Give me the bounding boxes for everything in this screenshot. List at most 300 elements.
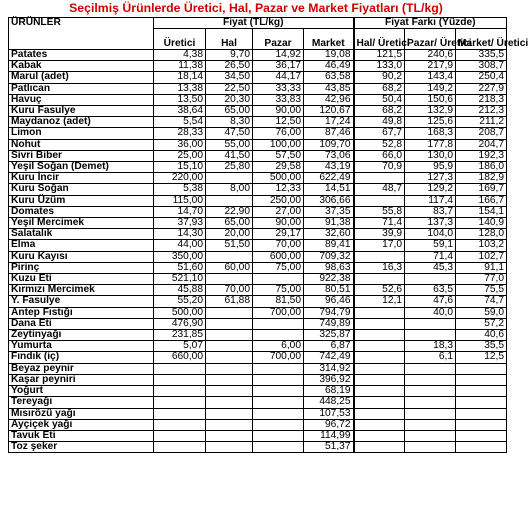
product-name: Maydanoz (adet) bbox=[9, 117, 154, 128]
price-cell bbox=[206, 352, 253, 363]
price-cell: 14,51 bbox=[304, 184, 354, 195]
price-cell: 250,00 bbox=[253, 195, 304, 206]
price-cell: 622,49 bbox=[304, 173, 354, 184]
price-cell: 154,1 bbox=[456, 206, 507, 217]
price-cell: 43,19 bbox=[304, 162, 354, 173]
price-cell: 4,38 bbox=[154, 50, 206, 61]
price-cell bbox=[354, 419, 405, 430]
price-cell bbox=[206, 408, 253, 419]
price-cell: 169,7 bbox=[456, 184, 507, 195]
price-cell bbox=[354, 386, 405, 397]
price-cell: 128,0 bbox=[456, 229, 507, 240]
price-cell: 100,00 bbox=[253, 139, 304, 150]
price-cell: 90,00 bbox=[253, 218, 304, 229]
product-name: Dana Eti bbox=[9, 318, 154, 329]
price-cell: 34,50 bbox=[206, 72, 253, 83]
product-name: Havuç bbox=[9, 94, 154, 105]
price-cell: 52,8 bbox=[354, 139, 405, 150]
price-cell bbox=[354, 430, 405, 441]
price-cell: 12,50 bbox=[253, 117, 304, 128]
price-cell: 240,6 bbox=[405, 50, 456, 61]
product-name: Kabak bbox=[9, 61, 154, 72]
price-cell: 96,46 bbox=[304, 296, 354, 307]
product-name: Beyaz peynir bbox=[9, 363, 154, 374]
price-cell: 36,00 bbox=[154, 139, 206, 150]
price-cell bbox=[354, 352, 405, 363]
price-cell bbox=[354, 251, 405, 262]
product-name: Zeytinyağı bbox=[9, 330, 154, 341]
price-cell: 600,00 bbox=[253, 251, 304, 262]
table-row bbox=[9, 430, 507, 441]
product-name: Limon bbox=[9, 128, 154, 139]
price-table bbox=[8, 17, 528, 453]
table-row bbox=[9, 173, 507, 184]
price-cell bbox=[154, 374, 206, 385]
price-cell: 36,17 bbox=[253, 61, 304, 72]
product-name: Y. Fasulye bbox=[9, 296, 154, 307]
price-cell: 117,4 bbox=[405, 195, 456, 206]
price-cell: 12,33 bbox=[253, 184, 304, 195]
col-wholesale-producer: Hal/ Üretici bbox=[354, 29, 405, 50]
price-cell: 448,25 bbox=[304, 397, 354, 408]
price-cell: 130,0 bbox=[405, 150, 456, 161]
product-name: Kuru Soğan bbox=[9, 184, 154, 195]
price-cell: 32,60 bbox=[304, 229, 354, 240]
price-cell: 61,88 bbox=[206, 296, 253, 307]
table-row bbox=[9, 274, 507, 285]
price-cell: 149,2 bbox=[405, 83, 456, 94]
price-cell: 700,00 bbox=[253, 307, 304, 318]
price-cell bbox=[154, 430, 206, 441]
price-cell: 70,9 bbox=[354, 162, 405, 173]
col-bazaar: Pazar bbox=[253, 29, 304, 50]
page-title: Seçilmiş Ürünlerde Üretici, Hal, Pazar ve Market Fiyatları (TL/kg) bbox=[69, 1, 443, 15]
price-cell: 125,6 bbox=[405, 117, 456, 128]
price-cell: 20,30 bbox=[206, 94, 253, 105]
product-name: Antep Fıstığı bbox=[9, 307, 154, 318]
price-cell bbox=[206, 173, 253, 184]
col-producer: Üretici bbox=[154, 29, 206, 50]
price-cell: 13,50 bbox=[154, 94, 206, 105]
table-row bbox=[9, 240, 507, 251]
table-row bbox=[9, 374, 507, 385]
price-cell bbox=[253, 363, 304, 374]
price-cell: 89,41 bbox=[304, 240, 354, 251]
table-row bbox=[9, 83, 507, 94]
price-cell bbox=[405, 274, 456, 285]
price-cell: 74,7 bbox=[456, 296, 507, 307]
price-cell: 500,00 bbox=[253, 173, 304, 184]
price-cell: 75,00 bbox=[253, 285, 304, 296]
price-cell: 80,51 bbox=[304, 285, 354, 296]
price-cell: 129,2 bbox=[405, 184, 456, 195]
price-cell: 60,00 bbox=[206, 262, 253, 273]
product-name: Sivri Biber bbox=[9, 150, 154, 161]
product-name: Yeşil Soğan (Demet) bbox=[9, 162, 154, 173]
price-cell bbox=[405, 363, 456, 374]
price-cell: 55,20 bbox=[154, 296, 206, 307]
price-cell: 742,49 bbox=[304, 352, 354, 363]
price-cell: 95,9 bbox=[405, 162, 456, 173]
price-cell: 11,38 bbox=[154, 61, 206, 72]
table-body bbox=[9, 50, 507, 453]
price-cell: 140,9 bbox=[456, 218, 507, 229]
price-cell bbox=[405, 386, 456, 397]
price-cell: 71,4 bbox=[405, 251, 456, 262]
product-name: Kaşar peyniri bbox=[9, 374, 154, 385]
price-cell: 5,54 bbox=[154, 117, 206, 128]
product-name: Nohut bbox=[9, 139, 154, 150]
price-cell bbox=[456, 374, 507, 385]
price-cell bbox=[154, 386, 206, 397]
price-cell bbox=[154, 363, 206, 374]
price-cell bbox=[206, 430, 253, 441]
table-row bbox=[9, 318, 507, 329]
table-row bbox=[9, 50, 507, 61]
price-cell: 127,3 bbox=[405, 173, 456, 184]
table-row bbox=[9, 162, 507, 173]
price-cell: 18,14 bbox=[154, 72, 206, 83]
price-cell: 98,63 bbox=[304, 262, 354, 273]
price-cell: 133,0 bbox=[354, 61, 405, 72]
price-cell: 182,9 bbox=[456, 173, 507, 184]
price-cell bbox=[456, 419, 507, 430]
price-cell: 103,2 bbox=[456, 240, 507, 251]
product-name: Kuru Kayısı bbox=[9, 251, 154, 262]
price-cell: 150,6 bbox=[405, 94, 456, 105]
price-cell bbox=[206, 419, 253, 430]
price-cell: 17,0 bbox=[354, 240, 405, 251]
price-cell bbox=[154, 408, 206, 419]
price-cell: 81,50 bbox=[253, 296, 304, 307]
price-cell: 16,3 bbox=[354, 262, 405, 273]
price-cell bbox=[354, 363, 405, 374]
product-name: Marul (adet) bbox=[9, 72, 154, 83]
product-name: Pirinç bbox=[9, 262, 154, 273]
product-name: Kuru Üzüm bbox=[9, 195, 154, 206]
price-cell: 12,5 bbox=[456, 352, 507, 363]
price-cell bbox=[253, 318, 304, 329]
table-row bbox=[9, 307, 507, 318]
price-cell bbox=[405, 408, 456, 419]
price-cell bbox=[456, 397, 507, 408]
price-cell: 500,00 bbox=[154, 307, 206, 318]
price-cell: 51,60 bbox=[154, 262, 206, 273]
table-row bbox=[9, 61, 507, 72]
price-cell bbox=[206, 195, 253, 206]
price-cell: 48,7 bbox=[354, 184, 405, 195]
price-cell: 51,37 bbox=[304, 442, 354, 453]
price-cell: 20,00 bbox=[206, 229, 253, 240]
product-name: Fındık (iç) bbox=[9, 352, 154, 363]
product-name: Yeşil Mercimek bbox=[9, 218, 154, 229]
table-row bbox=[9, 218, 507, 229]
price-cell bbox=[456, 386, 507, 397]
price-cell bbox=[456, 408, 507, 419]
table-row bbox=[9, 94, 507, 105]
price-cell bbox=[154, 397, 206, 408]
price-cell: 41,50 bbox=[206, 150, 253, 161]
price-cell: 29,58 bbox=[253, 162, 304, 173]
table-row bbox=[9, 352, 507, 363]
price-cell bbox=[206, 374, 253, 385]
price-cell: 63,5 bbox=[405, 285, 456, 296]
col-bazaar-producer: Pazar/ Üretici bbox=[405, 29, 456, 50]
table-row bbox=[9, 229, 507, 240]
price-cell bbox=[253, 430, 304, 441]
price-cell: 6,87 bbox=[304, 341, 354, 352]
price-cell bbox=[456, 442, 507, 453]
price-cell: 73,06 bbox=[304, 150, 354, 161]
product-name: Salatalık bbox=[9, 229, 154, 240]
table-row bbox=[9, 397, 507, 408]
price-cell: 15,10 bbox=[154, 162, 206, 173]
table-row bbox=[9, 330, 507, 341]
price-cell: 68,2 bbox=[354, 106, 405, 117]
table-row bbox=[9, 408, 507, 419]
product-name: Toz şeker bbox=[9, 442, 154, 453]
price-cell: 168,3 bbox=[405, 128, 456, 139]
price-cell: 83,7 bbox=[405, 206, 456, 217]
price-cell: 33,83 bbox=[253, 94, 304, 105]
price-cell: 660,00 bbox=[154, 352, 206, 363]
product-name: Yoğurt bbox=[9, 386, 154, 397]
price-cell: 922,38 bbox=[304, 274, 354, 285]
price-cell: 25,80 bbox=[206, 162, 253, 173]
price-cell: 45,88 bbox=[154, 285, 206, 296]
price-cell: 217,9 bbox=[405, 61, 456, 72]
price-cell bbox=[405, 330, 456, 341]
price-cell: 204,7 bbox=[456, 139, 507, 150]
price-cell: 17,24 bbox=[304, 117, 354, 128]
price-cell: 63,58 bbox=[304, 72, 354, 83]
table-row bbox=[9, 195, 507, 206]
price-cell: 306,66 bbox=[304, 195, 354, 206]
price-cell bbox=[253, 408, 304, 419]
price-cell: 120,67 bbox=[304, 106, 354, 117]
price-cell: 37,35 bbox=[304, 206, 354, 217]
table-row bbox=[9, 296, 507, 307]
price-cell bbox=[354, 307, 405, 318]
price-cell: 186,0 bbox=[456, 162, 507, 173]
price-cell bbox=[354, 374, 405, 385]
price-cell: 42,96 bbox=[304, 94, 354, 105]
price-cell: 59,1 bbox=[405, 240, 456, 251]
price-cell bbox=[206, 363, 253, 374]
price-cell: 76,00 bbox=[253, 128, 304, 139]
price-cell: 6,00 bbox=[253, 341, 304, 352]
products-header: ÜRÜNLER bbox=[9, 18, 154, 50]
price-cell: 68,2 bbox=[354, 83, 405, 94]
price-cell: 114,99 bbox=[304, 430, 354, 441]
price-cell: 325,87 bbox=[304, 330, 354, 341]
price-cell bbox=[405, 397, 456, 408]
price-cell bbox=[253, 419, 304, 430]
price-cell bbox=[206, 330, 253, 341]
col-market: Market bbox=[304, 29, 354, 50]
price-cell: 5,07 bbox=[154, 341, 206, 352]
price-cell bbox=[456, 363, 507, 374]
price-cell bbox=[253, 374, 304, 385]
price-cell: 335,5 bbox=[456, 50, 507, 61]
price-cell: 70,00 bbox=[206, 285, 253, 296]
price-cell: 39,9 bbox=[354, 229, 405, 240]
price-cell: 13,38 bbox=[154, 83, 206, 94]
product-name: Tereyağı bbox=[9, 397, 154, 408]
price-cell: 132,9 bbox=[405, 106, 456, 117]
price-cell: 59,0 bbox=[456, 307, 507, 318]
price-cell bbox=[206, 442, 253, 453]
price-cell: 166,7 bbox=[456, 195, 507, 206]
price-cell bbox=[253, 442, 304, 453]
table-row bbox=[9, 106, 507, 117]
price-cell: 700,00 bbox=[253, 352, 304, 363]
price-cell bbox=[354, 442, 405, 453]
col-market-producer: Market/ Üretici bbox=[456, 29, 507, 50]
price-cell bbox=[354, 330, 405, 341]
price-cell: 137,3 bbox=[405, 218, 456, 229]
price-cell: 68,19 bbox=[304, 386, 354, 397]
price-cell: 91,38 bbox=[304, 218, 354, 229]
price-cell bbox=[405, 318, 456, 329]
price-cell bbox=[405, 442, 456, 453]
price-cell: 44,17 bbox=[253, 72, 304, 83]
price-cell: 208,7 bbox=[456, 128, 507, 139]
price-cell: 22,50 bbox=[206, 83, 253, 94]
price-cell: 91,1 bbox=[456, 262, 507, 273]
product-name: Domates bbox=[9, 206, 154, 217]
product-name: Patlıcan bbox=[9, 83, 154, 94]
product-name: Mısırözü yağı bbox=[9, 408, 154, 419]
price-cell: 66,0 bbox=[354, 150, 405, 161]
price-cell: 22,90 bbox=[206, 206, 253, 217]
price-cell: 70,00 bbox=[253, 240, 304, 251]
price-cell: 57,2 bbox=[456, 318, 507, 329]
price-group-header: Fiyat (TL/kg) bbox=[154, 18, 354, 29]
price-cell: 55,00 bbox=[206, 139, 253, 150]
product-name: Kuru İncir bbox=[9, 173, 154, 184]
price-cell: 45,3 bbox=[405, 262, 456, 273]
price-cell: 67,7 bbox=[354, 128, 405, 139]
price-cell: 8,00 bbox=[206, 184, 253, 195]
price-cell bbox=[354, 274, 405, 285]
price-cell: 107,53 bbox=[304, 408, 354, 419]
price-cell: 6,1 bbox=[405, 352, 456, 363]
product-name: Ayçiçek yağı bbox=[9, 419, 154, 430]
price-cell: 8,30 bbox=[206, 117, 253, 128]
price-cell: 192,3 bbox=[456, 150, 507, 161]
table-row bbox=[9, 419, 507, 430]
price-cell bbox=[206, 274, 253, 285]
price-cell: 19,08 bbox=[304, 50, 354, 61]
price-cell: 28,33 bbox=[154, 128, 206, 139]
price-cell: 27,00 bbox=[253, 206, 304, 217]
product-name: Kırmızı Mercimek bbox=[9, 285, 154, 296]
price-cell: 18,3 bbox=[405, 341, 456, 352]
table-row bbox=[9, 72, 507, 83]
price-cell bbox=[405, 419, 456, 430]
price-cell: 40,0 bbox=[405, 307, 456, 318]
table-row bbox=[9, 363, 507, 374]
price-cell: 211,2 bbox=[456, 117, 507, 128]
price-cell: 33,33 bbox=[253, 83, 304, 94]
price-cell: 44,00 bbox=[154, 240, 206, 251]
table-row bbox=[9, 128, 507, 139]
price-cell: 794,79 bbox=[304, 307, 354, 318]
product-name: Patates bbox=[9, 50, 154, 61]
price-cell: 14,30 bbox=[154, 229, 206, 240]
price-cell bbox=[456, 430, 507, 441]
price-cell: 308,7 bbox=[456, 61, 507, 72]
table-row bbox=[9, 206, 507, 217]
price-cell: 227,9 bbox=[456, 83, 507, 94]
product-name: Tavuk Eti bbox=[9, 430, 154, 441]
price-cell bbox=[354, 173, 405, 184]
price-cell bbox=[405, 430, 456, 441]
price-cell bbox=[253, 386, 304, 397]
price-cell: 231,85 bbox=[154, 330, 206, 341]
price-cell: 29,17 bbox=[253, 229, 304, 240]
table-row bbox=[9, 341, 507, 352]
price-cell: 51,50 bbox=[206, 240, 253, 251]
price-cell bbox=[206, 251, 253, 262]
price-cell: 12,1 bbox=[354, 296, 405, 307]
price-cell bbox=[253, 330, 304, 341]
price-cell: 476,90 bbox=[154, 318, 206, 329]
price-cell: 749,89 bbox=[304, 318, 354, 329]
price-cell: 65,00 bbox=[206, 106, 253, 117]
price-cell: 52,6 bbox=[354, 285, 405, 296]
price-cell: 14,70 bbox=[154, 206, 206, 217]
price-cell bbox=[354, 195, 405, 206]
price-cell: 46,49 bbox=[304, 61, 354, 72]
price-cell: 40,6 bbox=[456, 330, 507, 341]
price-cell: 102,7 bbox=[456, 251, 507, 262]
table-row bbox=[9, 117, 507, 128]
price-cell: 220,00 bbox=[154, 173, 206, 184]
price-cell: 143,4 bbox=[405, 72, 456, 83]
price-cell: 314,92 bbox=[304, 363, 354, 374]
price-cell: 212,3 bbox=[456, 106, 507, 117]
price-cell bbox=[206, 397, 253, 408]
price-cell bbox=[206, 318, 253, 329]
price-cell: 90,2 bbox=[354, 72, 405, 83]
price-cell: 35,5 bbox=[456, 341, 507, 352]
price-cell bbox=[206, 386, 253, 397]
price-cell: 87,46 bbox=[304, 128, 354, 139]
price-cell: 71,4 bbox=[354, 218, 405, 229]
price-cell: 709,32 bbox=[304, 251, 354, 262]
table-row bbox=[9, 184, 507, 195]
diff-group-header: Fiyat Farkı (Yüzde) bbox=[354, 18, 507, 29]
price-cell: 104,0 bbox=[405, 229, 456, 240]
price-cell bbox=[154, 442, 206, 453]
product-name: Yumurta bbox=[9, 341, 154, 352]
price-cell bbox=[354, 397, 405, 408]
table-row bbox=[9, 251, 507, 262]
price-cell: 177,8 bbox=[405, 139, 456, 150]
price-cell: 90,00 bbox=[253, 106, 304, 117]
price-cell: 109,70 bbox=[304, 139, 354, 150]
col-wholesale: Hal bbox=[206, 29, 253, 50]
price-cell: 14,92 bbox=[253, 50, 304, 61]
product-name: Kuzu Eti bbox=[9, 274, 154, 285]
table-row bbox=[9, 150, 507, 161]
table-row bbox=[9, 262, 507, 273]
price-cell: 9,70 bbox=[206, 50, 253, 61]
price-cell bbox=[405, 374, 456, 385]
price-cell: 55,8 bbox=[354, 206, 405, 217]
